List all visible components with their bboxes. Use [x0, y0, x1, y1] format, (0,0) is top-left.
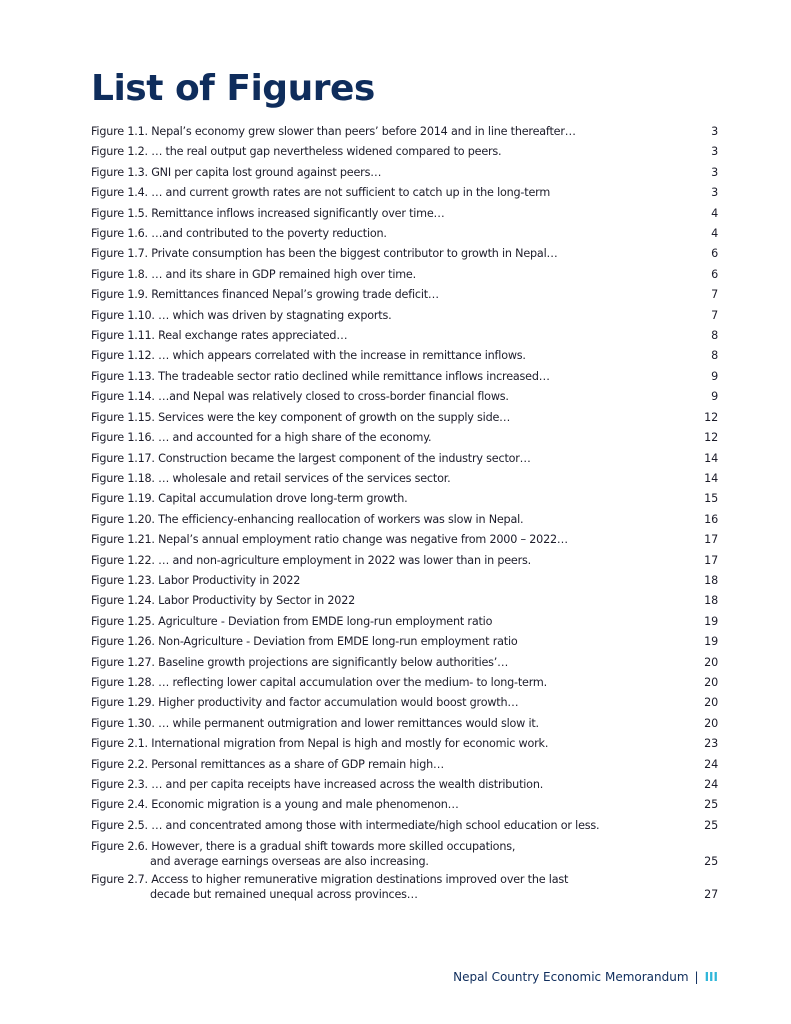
figure-list-item[interactable] [91, 530, 718, 550]
figure-list-item[interactable] [91, 163, 718, 183]
figure-caption-line: Figure 2.7. Access to higher remunerative migration destinations improved over the last [91, 873, 569, 887]
figure-page-number: 24 [704, 757, 718, 771]
figure-page-number: 19 [704, 635, 718, 649]
figure-caption: Figure 2.1. International migration from Nepal is high and mostly for economic work. [91, 737, 549, 751]
figure-caption-line: Figure 2.6. However, there is a gradual shift towards more skilled occupations, [91, 840, 516, 854]
figure-list-item[interactable] [91, 122, 718, 142]
figure-caption: Figure 1.29. Higher productivity and factor accumulation would boost growth… [91, 696, 519, 710]
page-footer [453, 970, 718, 984]
figure-list-item[interactable] [91, 489, 718, 509]
figure-list-item[interactable] [91, 673, 718, 693]
figure-list-item[interactable] [91, 591, 718, 611]
figure-page-number: 25 [704, 855, 718, 869]
figure-caption: Figure 1.6. …and contributed to the poverty reduction. [91, 227, 387, 241]
figure-caption: Figure 1.30. … while permanent outmigration and lower remittances would slow it. [91, 716, 539, 730]
figure-page-number: 20 [704, 675, 718, 689]
figure-list-item[interactable] [91, 408, 718, 428]
figure-caption: Figure 1.22. … and non-agriculture employment in 2022 was lower than in peers. [91, 553, 531, 567]
page-title: List of Figures [91, 68, 375, 109]
figure-page-number: 9 [711, 390, 718, 404]
figure-list-item[interactable] [91, 367, 718, 387]
figure-list-item[interactable] [91, 326, 718, 346]
figure-caption: Figure 1.5. Remittance inflows increased significantly over time… [91, 206, 445, 220]
figure-page-number: 18 [704, 594, 718, 608]
figure-list-item[interactable] [91, 183, 718, 203]
figure-list-item[interactable] [91, 795, 718, 815]
figure-caption: Figure 1.15. Services were the key component of growth on the supply side… [91, 410, 511, 424]
figure-list-item[interactable] [91, 346, 718, 366]
figure-list-item[interactable] [91, 734, 718, 754]
figure-page-number: 27 [704, 888, 718, 902]
figure-page-number: 14 [704, 471, 718, 485]
figure-caption: Figure 1.26. Non-Agriculture - Deviation from EMDE long-run employment ratio [91, 635, 518, 649]
figure-caption: Figure 1.24. Labor Productivity by Sector in 2022 [91, 594, 356, 608]
figure-caption: Figure 1.27. Baseline growth projections are significantly below authorities’… [91, 655, 509, 669]
figure-caption: Figure 1.4. … and current growth rates are not sufficient to catch up in the long-term [91, 186, 551, 200]
figure-page-number: 17 [704, 533, 718, 547]
figure-page-number: 12 [704, 431, 718, 445]
figure-list-item[interactable] [91, 224, 718, 244]
figure-page-number: 3 [711, 165, 718, 179]
figure-list-item[interactable] [91, 755, 718, 775]
figure-list-item[interactable] [91, 714, 718, 734]
figure-list-item[interactable] [91, 387, 718, 407]
figure-caption: Figure 1.16. … and accounted for a high share of the economy. [91, 431, 432, 445]
figure-page-number: 19 [704, 614, 718, 628]
figure-page-number: 6 [711, 267, 718, 281]
figure-list-item[interactable] [91, 571, 718, 591]
figure-page-number: 20 [704, 655, 718, 669]
figure-page-number: 25 [704, 818, 718, 832]
figure-list-item[interactable] [91, 632, 718, 652]
figure-list-item[interactable] [91, 469, 718, 489]
figure-caption: Figure 1.25. Agriculture - Deviation from EMDE long-run employment ratio [91, 614, 493, 628]
figure-caption: Figure 1.7. Private consumption has been the biggest contributor to growth in Nepal… [91, 247, 558, 261]
figure-page-number: 18 [704, 573, 718, 587]
figure-list-item[interactable] [91, 775, 718, 795]
figure-page-number: 20 [704, 696, 718, 710]
figure-list-item[interactable] [91, 285, 718, 305]
figure-page-number: 12 [704, 410, 718, 424]
figure-page-number: 4 [711, 227, 718, 241]
figure-page-number: 9 [711, 369, 718, 383]
footer-page-number: III [704, 970, 718, 984]
figure-page-number: 3 [711, 186, 718, 200]
figure-page-number: 3 [711, 125, 718, 138]
figure-caption: Figure 1.12. … which appears correlated with the increase in remittance inflows. [91, 349, 526, 363]
figure-caption: Figure 1.8. … and its share in GDP remained high over time. [91, 267, 416, 281]
figure-list-item[interactable] [91, 265, 718, 285]
figure-list-item[interactable] [91, 449, 718, 469]
figure-page-number: 3 [711, 145, 718, 159]
figure-caption: Figure 1.18. … wholesale and retail services of the services sector. [91, 471, 451, 485]
figure-list-item[interactable] [91, 816, 718, 836]
figure-list-item[interactable] [91, 244, 718, 264]
figure-caption: Figure 2.2. Personal remittances as a share of GDP remain high… [91, 757, 444, 771]
figure-caption-continuation: and average earnings overseas are also increasing. [150, 855, 429, 869]
figure-caption: Figure 1.21. Nepal’s annual employment ratio change was negative from 2000 – 2022… [91, 533, 568, 547]
figure-page-number: 8 [711, 329, 718, 343]
figure-page-number: 23 [704, 737, 718, 751]
figure-page-number: 6 [711, 247, 718, 261]
figure-caption: Figure 1.19. Capital accumulation drove long-term growth. [91, 492, 408, 506]
figure-list-item[interactable] [91, 306, 718, 326]
footer-separator: | [694, 970, 699, 984]
figure-caption: Figure 2.4. Economic migration is a young and male phenomenon… [91, 798, 459, 812]
figure-page-number: 25 [704, 798, 718, 812]
figure-caption: Figure 1.9. Remittances financed Nepal’s growing trade deficit… [91, 288, 439, 302]
figure-page-number: 7 [711, 288, 718, 302]
figure-page-number: 24 [704, 778, 718, 791]
figure-page-number: 20 [704, 716, 718, 730]
figure-list-item[interactable] [91, 872, 718, 902]
figure-list-item[interactable] [91, 612, 718, 632]
figure-caption: Figure 1.3. GNI per capita lost ground against peers… [91, 165, 382, 179]
figure-caption: Figure 1.13. The tradeable sector ratio declined while remittance inflows increased… [91, 369, 550, 383]
figure-page-number: 17 [704, 553, 718, 567]
figure-caption [91, 872, 568, 902]
figure-list-item[interactable] [91, 839, 718, 869]
figure-list-item[interactable] [91, 204, 718, 224]
figure-caption: Figure 1.20. The efficiency-enhancing reallocation of workers was slow in Nepal. [91, 512, 524, 526]
figure-list-item[interactable] [91, 428, 718, 448]
figure-caption: Figure 1.11. Real exchange rates appreciated… [91, 329, 348, 343]
figure-caption: Figure 1.28. … reflecting lower capital accumulation over the medium- to long-term. [91, 675, 547, 689]
figure-caption: Figure 1.17. Construction became the largest component of the industry sector… [91, 451, 531, 465]
figure-list-item[interactable] [91, 510, 718, 530]
figure-list-item[interactable] [91, 653, 718, 673]
figure-caption [91, 839, 515, 869]
figure-caption: Figure 2.5. … and concentrated among those with intermediate/high school education or less. [91, 818, 600, 832]
figures-list [91, 122, 718, 904]
figure-list-item[interactable] [91, 551, 718, 571]
figure-list-item[interactable] [91, 693, 718, 713]
figure-page-number: 16 [704, 512, 718, 526]
figure-list-item[interactable] [91, 142, 718, 162]
figure-page-number: 15 [704, 492, 718, 506]
figure-page-number: 4 [711, 206, 718, 220]
figure-page-number: 7 [711, 308, 718, 322]
figure-caption: Figure 1.23. Labor Productivity in 2022 [91, 573, 301, 587]
figure-page-number: 14 [704, 451, 718, 465]
figure-caption: Figure 1.1. Nepal’s economy grew slower than peers’ before 2014 and in line thereafter… [91, 125, 576, 138]
figure-caption: Figure 2.3. … and per capita receipts have increased across the wealth distribution. [91, 778, 544, 791]
figure-caption: Figure 1.14. …and Nepal was relatively closed to cross-border financial flows. [91, 390, 509, 404]
figure-page-number: 8 [711, 349, 718, 363]
figure-caption-continuation: decade but remained unequal across provinces… [150, 888, 418, 902]
footer-document-title: Nepal Country Economic Memorandum [453, 970, 689, 984]
figure-caption: Figure 1.10. … which was driven by stagnating exports. [91, 308, 392, 322]
figure-caption: Figure 1.2. … the real output gap nevertheless widened compared to peers. [91, 145, 502, 159]
